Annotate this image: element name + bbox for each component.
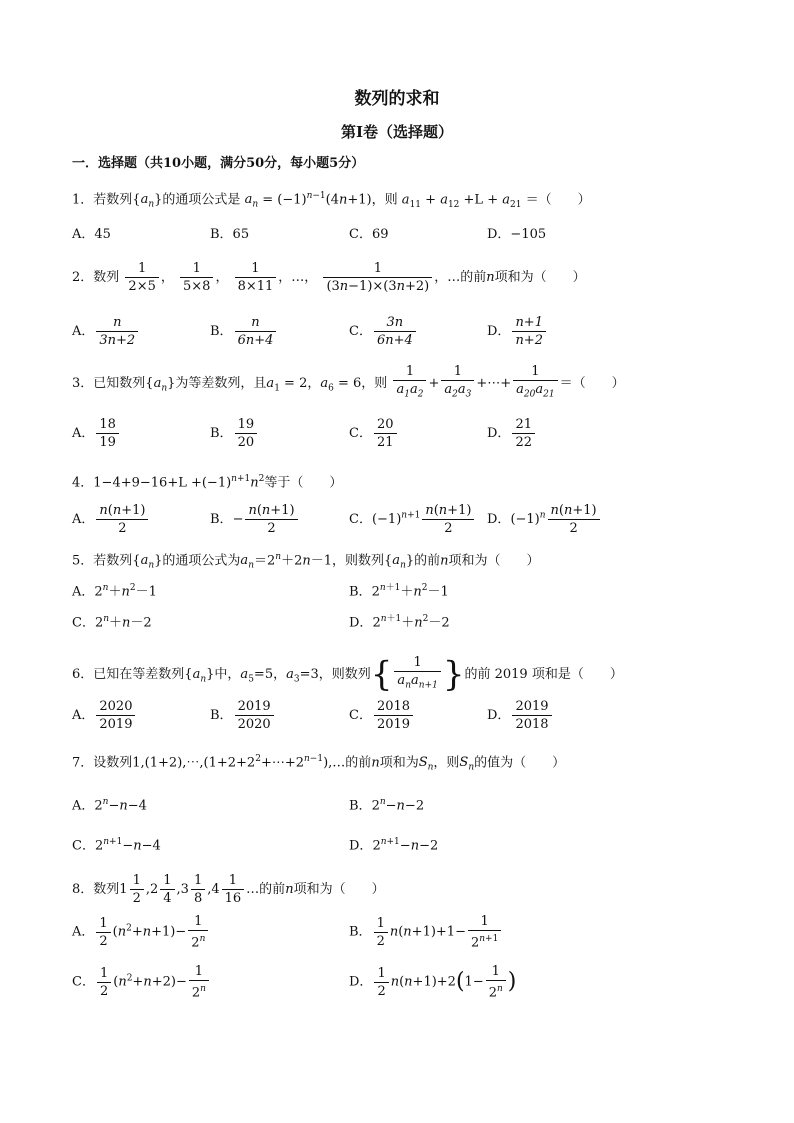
q3-option-d: D． $\frac{21}{22}$ [487,416,537,451]
q6-option-b: B． $\frac{2019}{2020}$ [210,698,276,733]
q5-option-b: B．$2^{n+1}+n^2-1$ [349,583,449,600]
q8-option-b: B． $\frac{1}{2}$ n(n+1)+1− $\frac{1}{2^{n+1}}$ [349,913,503,951]
question-8: 8．数列1 $\frac{1}{2}$ ,2 $\frac{1}{4}$ ,3 $\frac{1}{8}$ ,4 $\frac{1}{16}$ …的前n项和为（ ） [72,873,385,906]
q7-option-d: D．$2^{n+1}-n-2$ [349,837,439,854]
q3-option-b: B． $\frac{19}{20}$ [210,416,259,451]
q5-option-c: C．$2^n+n-2$ [72,614,152,631]
q2-option-b: B． $\frac{n}{6n+4}$ [210,314,278,349]
q8-option-a: A． $\frac{1}{2}$ $(n^2+n+1)-$ $\frac{1}{2^n}$ [72,913,210,951]
q4-option-d: D．$(-1)^n$ $\frac{n(n+1)}{2}$ [487,502,602,537]
question-1: 1．若数列$\{a_n\}$的通项公式是 $a_n = (-1)^{n-1}(4n+1)$，则 $a_{11} + a_{12} +L + a_{21}$ ＝（ ） [72,191,591,210]
question-5: 5．若数列$\{a_n\}$的通项公式为$a_n=2^n+2n-1$，则数列$\{a_n\}$的前n项和为（ ） [72,552,540,571]
q2-option-d: D． $\frac{n+1}{n+2}$ [487,314,548,349]
q8-option-c: C． $\frac{1}{2}$ $(n^2+n+2)-$ $\frac{1}{2^n}$ [72,963,211,1001]
q1-option-d: D．−105 [487,227,547,242]
page-title: 数列的求和 [354,89,440,109]
page-subtitle: 第Ⅰ卷（选择题） [340,123,454,141]
q4-option-a: A． $\frac{n(n+1)}{2}$ [72,502,150,537]
q3-option-a: A． $\frac{18}{19}$ [72,416,121,451]
q8-option-d: D． $\frac{1}{2}$ n(n+1)+2(1− $\frac{1}{2^n}$ ) [349,964,517,1001]
q1-option-b: B．65 [210,227,250,242]
question-4: 4．$1-4+9-16+L +(-1)^{n+1}n^2$等于（ ） [72,474,343,491]
q5-option-d: D．$2^{n+1}+n^2-2$ [349,614,450,631]
question-6: 6．已知在等差数列$\{a_n\}$中，$a_5=5$，$a_3=3$，则数列{ $\frac{1}{a_na_{n+1}}$ }的前 2019 项和是（ ） [72,654,623,695]
q4-option-b: B．− $\frac{n(n+1)}{2}$ [210,502,300,537]
q7-option-c: C．$2^{n+1}-n-4$ [72,837,161,854]
question-3: 3．已知数列$\{a_n\}$为等差数列，且$a_1 = 2$，$a_6 = 6$，则 $\frac{1}{a_1a_2}$ + $\frac{1}{a_2a_3}$ +⋯+ $\frac{1}{a_{20}a_{21}}$ ＝（ ） [72,364,625,400]
q1-option-c: C．69 [349,227,389,242]
q6-option-a: A． $\frac{2020}{2019}$ [72,698,137,733]
q5-option-a: A．$2^n+n^2-1$ [72,583,157,600]
q7-option-b: B．$2^n-n-2$ [349,797,425,814]
q1-option-a: A．45 [72,227,111,242]
q7-option-a: A．$2^n-n-4$ [72,797,147,814]
q2-option-a: A． $\frac{n}{3n+2}$ [72,314,140,349]
question-2: 2．数列 $\frac{1}{2\times 5}$ ， $\frac{1}{5\times 8}$ ， $\frac{1}{8\times 11}$ ，…， $\frac{1}{(3n-1)\times(3n+2)}$ ，…的前n项和为（ ） [72,261,586,294]
q2-option-c: C． $\frac{3n}{6n+4}$ [349,314,418,349]
q4-option-c: C．$(-1)^{n+1}$ $\frac{n(n+1)}{2}$ [349,502,476,537]
section-heading: 一．选择题（共10小题，满分50分，每小题5分） [72,156,365,171]
question-7: 7．设数列$1,(1+2),\cdots,(1+2+2^2+\cdots+2^{n-1}),\dots$的前n项和为$S_n$，则$S_n$的值为（ ） [72,754,566,773]
q3-option-c: C． $\frac{20}{21}$ [349,416,399,451]
q6-option-d: D． $\frac{2019}{2018}$ [487,698,554,733]
q6-option-c: C． $\frac{2018}{2019}$ [349,698,415,733]
